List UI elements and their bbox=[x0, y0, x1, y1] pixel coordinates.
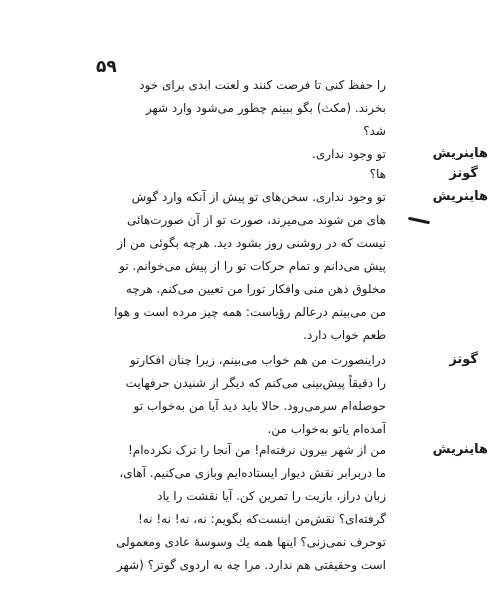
dialogue-line: نیست که در روشنی روز بشود دید. هرچه بگوئی من از bbox=[117, 236, 386, 250]
dialogue-line: پیش می‌دانم و تمام حرکات تو را از پیش می‌خوانم. تو bbox=[119, 259, 386, 273]
dialogue-line: توحرف نمی‌زنی؟ اینها همه یك وسوسهٔ عادی ومعمولی bbox=[115, 535, 386, 549]
dialogue-line: من می‌بینم درعالم رؤیاست: همه چیز مرده است و هوا bbox=[114, 305, 386, 319]
dialogue-block bbox=[96, 439, 386, 577]
dialogue-block bbox=[96, 349, 386, 441]
dialogue-line: گرفته‌ای؟ نقش‌من اینست‌که بگویم: نه، نه! نه! نه! bbox=[137, 512, 386, 526]
speaker-name: هاینریش bbox=[432, 189, 488, 204]
dialogue-line: را دقیقاً پیش‌بینی می‌کنم که دیگر از شنیدن حرفهایت bbox=[125, 376, 386, 390]
dialogue-line: دراینصورت من هم خواب می‌بینم، زیرا چنان افکارتو bbox=[129, 353, 386, 367]
speaker-name: گوتز bbox=[449, 352, 478, 367]
dialogue-line: تو وجود نداری. bbox=[312, 147, 386, 161]
dialogue-line: آمده‌ام یاتو به‌خواب من. bbox=[267, 422, 386, 436]
dialogue-block bbox=[96, 163, 386, 186]
margin-mark bbox=[408, 217, 430, 225]
dialogue-line: زبان دراز، بازیت را تمرین کن. آیا نقشت را یاد bbox=[157, 489, 386, 503]
speaker-name: هاینریش bbox=[432, 146, 488, 161]
dialogue-block-continuation bbox=[96, 74, 386, 143]
dialogue-line: من از شهر بیرون نرفته‌ام! من آنجا را ترک نکرده‌ام! bbox=[127, 443, 386, 457]
dialogue-line: ها؟ bbox=[369, 167, 386, 181]
dialogue-line: شد؟ bbox=[363, 124, 386, 138]
dialogue-line: مخلوق ذهن منی وافکار تورا من تعیین می‌کنم. هرچه bbox=[125, 282, 386, 296]
dialogue-line: تو وجود نداری. سخن‌های تو پیش از آنکه وارد گوش bbox=[131, 190, 386, 204]
dialogue-line: است وحقیقتی هم ندارد. مرا چه به اردوی گوتز؟ (شهر bbox=[116, 558, 386, 572]
dialogue-line: حوصله‌ام سرمی‌رود. حالا باید دید آیا من به‌خواب تو bbox=[133, 399, 386, 413]
speaker-name: هاینریش bbox=[432, 442, 488, 457]
dialogue-line: های من شوند می‌میرند، صورت تو از آن صورت‌هائی bbox=[126, 213, 386, 227]
dialogue-line: ما دربرابر نقش دیوار ایستاده‌ایم وبازی می‌کنیم. آهای، bbox=[119, 466, 386, 480]
dialogue-line: بخرند. (مکث) بگو ببینم چطور می‌شود وارد شهر bbox=[145, 101, 386, 115]
dialogue-block bbox=[96, 186, 386, 347]
speaker-name: گوتز bbox=[449, 166, 478, 181]
page-number: ۵۹ bbox=[96, 57, 117, 77]
dialogue-line: را حفظ کنی تا فرصت کنند و لعنت ابدی برای خود bbox=[139, 78, 386, 92]
dialogue-line: طعم خواب دارد. bbox=[303, 328, 386, 342]
